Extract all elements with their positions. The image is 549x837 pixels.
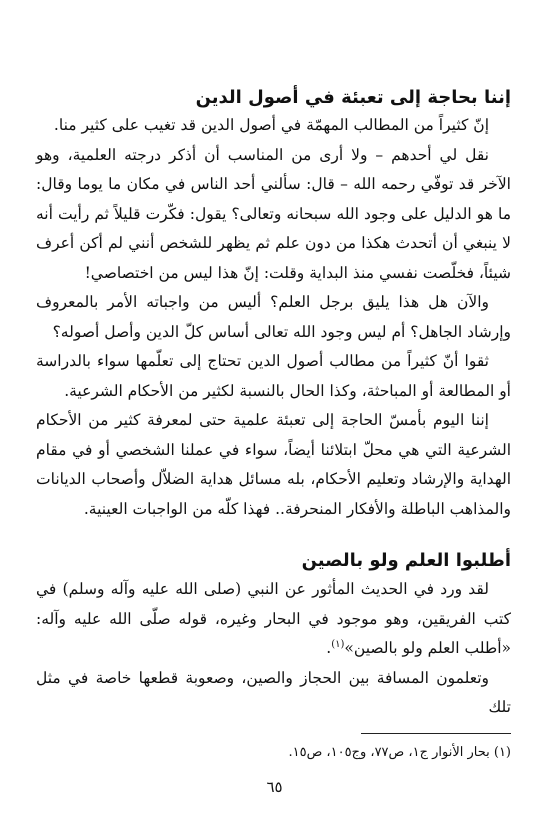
paragraph: نقل لي أحدهم – ولا أرى من المناسب أن أذكر درجته العلمية، وهو الآخر قد توفّي رحمه الله – قال: سألني أحد الناس في مكان ما يوما وقال: ما هو الدليل على وجود الله سبحانه وتعالى؟ يقول: فكّرت قليلاً ثم رأيت أنه لا ينبغي أن أتحدث هكذا من دون علم ثم يظهر للشخص أنني لم أكن أعرف شيئاً، فخلّصت نفسي منذ البداية وقلت: إنّ هذا ليس من اختصاصي! <box>36 145 511 282</box>
section-heading-1: إننا بحاجة إلى تعبئة في أصول الدين <box>195 87 511 108</box>
paragraph: ثقوا أنّ كثيراً من مطالب أصول الدين تحتاج إلى تعلّمها سواء بالدراسة أو المطالعة أو المباحثة، وكذا الحال بالنسبة لكثير من الأحكام الشرعية. <box>36 352 511 400</box>
footnote-divider <box>361 733 511 734</box>
paragraph: وتعلمون المسافة بين الحجاز والصين، وصعوبة قطعها خاصة في مثل تلك <box>36 668 511 716</box>
section-heading-2: أطلبوا العلم ولو بالصين <box>301 550 511 571</box>
section-1-body <box>36 111 511 524</box>
paragraph-end: . <box>326 639 332 657</box>
paragraph-text: لقد ورد في الحديث المأثور عن النبي (صلى الله عليه وآله وسلم) في كتب الفريقين، وهو موجود في البحار وغيره، قوله صلّى الله عليه وآله: «أطلب العلم ولو بالصين» <box>36 580 511 657</box>
paragraph: والآن هل هذا يليق برجل العلم؟ أليس من واجباته الأمر بالمعروف وإرشاد الجاهل؟ أم ليس وجود الله تعالى أساس كلّ الدين وأصل أصوله؟ <box>36 293 511 341</box>
paragraph: إنّ كثيراً من المطالب المهمّة في أصول الدين قد تغيب على كثير منا. <box>53 116 489 134</box>
section-2-body <box>36 575 511 723</box>
paragraph: إننا اليوم بأمسّ الحاجة إلى تعبئة علمية حتى لمعرفة كثير من الأحكام الشرعية التي هي محلّ ابتلائنا أيضاً، سواء في عملنا الشخصي أو في مقام الهداية والإرشاد وتعليم الأحكام، بله مسائل هداية الضلاّل وأصحاب الديانات والمذاهب الباطلة والأفكار المنحرفة.. فهذا كلّه من الواجبات العينية. <box>36 411 511 518</box>
footnote: (١) بحار الأنوار ج١، ص٧٧، وج١٠٥، ص١٥. <box>288 745 511 760</box>
paragraph <box>36 575 511 664</box>
footnote-ref: (١) <box>331 638 345 650</box>
page-number: ٦٥ <box>266 778 283 796</box>
